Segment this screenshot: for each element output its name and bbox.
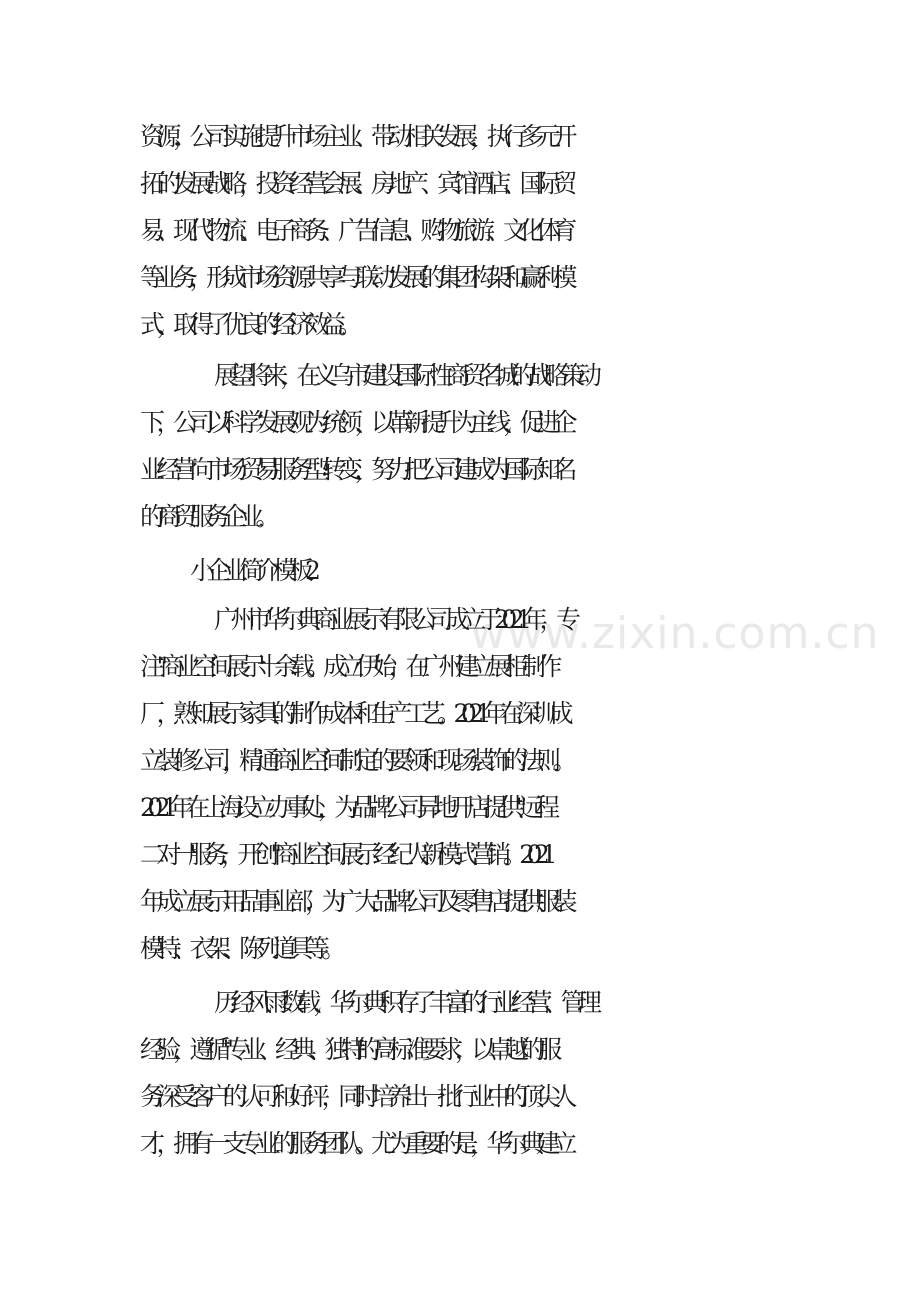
paragraph-4-line-1: 历经风雨数载，华尔典积存了丰富的行业经营、管理 xyxy=(214,988,594,1017)
paragraph-2-line-3: 业经营向市场贸易服务型转变，努力把公司建成为国际知名 xyxy=(140,455,570,484)
paragraph-4-line-3: 务深受客户的认可和好评，同时培养出一批行业中的顶尖人 xyxy=(140,1082,570,1111)
paragraph-3-line-6: 二对一'服务，开创"商业空间展示经纪人'新模式营销。2021 xyxy=(140,840,549,869)
paragraph-3-line-5: 2021 年在上海设立办事处，为品牌公司异地开店提供"远程 xyxy=(140,793,552,822)
paragraph-1-line-2: 拓的发展战略，投资经营会展、房地产、宾馆酒店、国际贸 xyxy=(140,169,570,198)
paragraph-2-line-4: 的商贸服务企业。 xyxy=(140,502,273,531)
paragraph-2-line-2: 下，公司以科学发展观为统领，以革新提升为主线，促进企 xyxy=(140,408,570,437)
paragraph-3-line-7: 年成立展示用品事业部，为广大品牌公司及零售店提供服装 xyxy=(140,887,570,916)
paragraph-3-line-8: 模特、衣架、陈列道具等。 xyxy=(140,934,339,963)
paragraph-1-line-1: 资源，公司实施提升市场主业、带动相关发展，执行多元开 xyxy=(140,122,570,151)
paragraph-3-line-1: 广州市华尔典商业展示有限公司成立于 2021 年，专 xyxy=(214,605,573,634)
paragraph-2-line-1: 展望将来，在义乌市建设国际性商贸名城的战略策动 xyxy=(214,361,594,390)
paragraph-1-line-3: 易、现代物流、电子商务、广告信息、购物旅游、文化体育 xyxy=(140,216,570,245)
section-heading: 小企业简介模板 2 xyxy=(190,556,313,585)
paragraph-1-line-4: 等业务，形成市场资源共享与联动发展的集团构架和赢利模 xyxy=(140,263,570,292)
watermark: www.zixin.com.cn xyxy=(470,608,880,659)
paragraph-3-line-3: 厂，熟知展示家具的制作成本和生产工艺。2021 年在深圳成 xyxy=(140,699,566,728)
paragraph-1-line-5: 式，取得了优良的经济效益。 xyxy=(140,310,355,339)
paragraph-3-line-2: 注"商业空间展示'十余载。成立伊始，在广州建立展柜制作 xyxy=(140,652,554,681)
paragraph-4-line-2: 经验，遵循"专业、经典、独特'的高标准要求，以卓越的服 xyxy=(140,1035,554,1064)
paragraph-4-line-4: 才，拥有一支专业的服务团队。尤为重要的是，华尔典建立 xyxy=(140,1129,570,1158)
paragraph-3-line-4: 立装修公司，精通商业空间制定的要领和现场装饰的法则。 xyxy=(140,746,570,775)
